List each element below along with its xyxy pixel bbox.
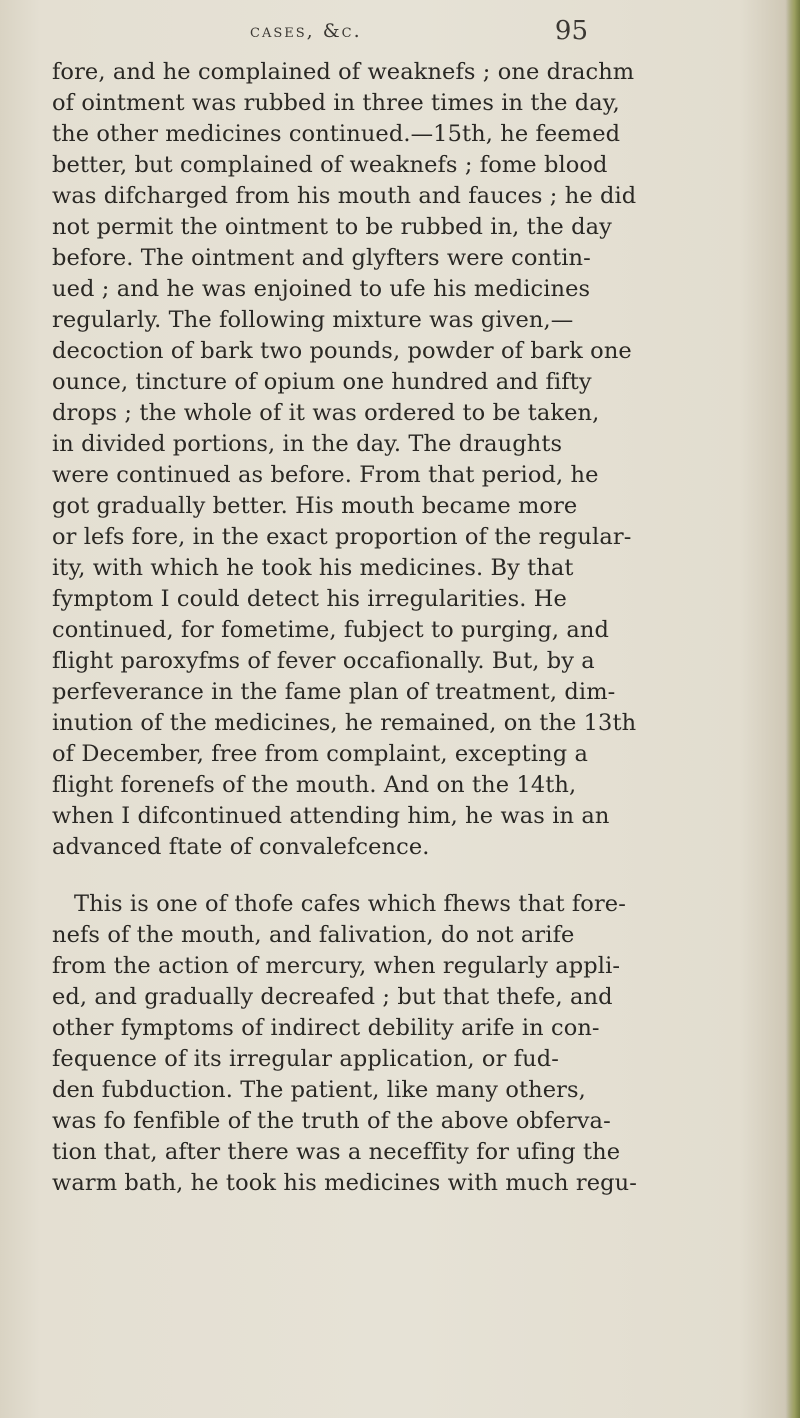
text-line: in divided portions, in the day. The draughts <box>52 431 563 457</box>
running-head: cases, &c. <box>250 20 362 42</box>
text-line: was difcharged from his mouth and fauces ; he did <box>52 183 637 209</box>
paragraph-2 <box>52 889 764 1199</box>
text-line: or lefs fore, in the exact proportion of the regular- <box>52 524 632 550</box>
text-line: of ointment was rubbed in three times in the day, <box>52 90 620 116</box>
text-line: ity, with which he took his medicines. By that <box>52 555 574 581</box>
text-line: of December, free from complaint, excepting a <box>52 741 588 767</box>
text-line: not permit the ointment to be rubbed in, the day <box>52 214 612 240</box>
text-line: tion that, after there was a neceffity for ufing the <box>52 1139 621 1165</box>
text-line: This is one of thofe cafes which fhews that fore- <box>74 891 626 917</box>
text-line: before. The ointment and glyfters were contin- <box>52 245 591 271</box>
text-line: ed, and gradually decreafed ; but that thefe, and <box>52 984 613 1010</box>
page-number: 95 <box>554 16 588 46</box>
paragraph-gap <box>52 863 764 889</box>
text-line: better, but complained of weaknefs ; fome blood <box>52 152 608 178</box>
text-line: advanced ftate of convalefcence. <box>52 834 430 860</box>
text-line: from the action of mercury, when regularly appli- <box>52 953 621 979</box>
page-edge-shadow <box>786 0 800 1418</box>
text-line: when I difcontinued attending him, he was in an <box>52 803 610 829</box>
text-line: flight forenefs of the mouth. And on the 14th, <box>52 772 577 798</box>
text-line: ued ; and he was enjoined to ufe his medicines <box>52 276 591 302</box>
text-line: were continued as before. From that period, he <box>52 462 599 488</box>
text-line: den fubduction. The patient, like many others, <box>52 1077 586 1103</box>
text-line: perfeverance in the fame plan of treatment, dim- <box>52 679 616 705</box>
paragraph-1 <box>52 57 764 863</box>
text-line: nefs of the mouth, and falivation, do not arife <box>52 922 575 948</box>
text-line: continued, for fometime, fubject to purging, and <box>52 617 609 643</box>
text-line: inution of the medicines, he remained, on the 13th <box>52 710 637 736</box>
page-header <box>200 18 600 48</box>
text-line: fymptom I could detect his irregularities. He <box>52 586 567 612</box>
text-line: fequence of its irregular application, or fud- <box>52 1046 559 1072</box>
text-line: flight paroxyfms of fever occafionally. But, by a <box>52 648 595 674</box>
body-text <box>52 57 764 1199</box>
text-line: other fymptoms of indirect debility arife in con- <box>52 1015 600 1041</box>
text-line: regularly. The following mixture was given,— <box>52 307 574 333</box>
text-line: the other medicines continued.—15th, he feemed <box>52 121 621 147</box>
text-line: was fo fenfible of the truth of the above obferva- <box>52 1108 611 1134</box>
text-line: ounce, tincture of opium one hundred and fifty <box>52 369 592 395</box>
text-line: warm bath, he took his medicines with much regu- <box>52 1170 637 1196</box>
text-line: decoction of bark two pounds, powder of bark one <box>52 338 632 364</box>
text-line: fore, and he complained of weaknefs ; one drachm <box>52 59 635 85</box>
text-line: drops ; the whole of it was ordered to be taken, <box>52 400 600 426</box>
text-line: got gradually better. His mouth became more <box>52 493 578 519</box>
